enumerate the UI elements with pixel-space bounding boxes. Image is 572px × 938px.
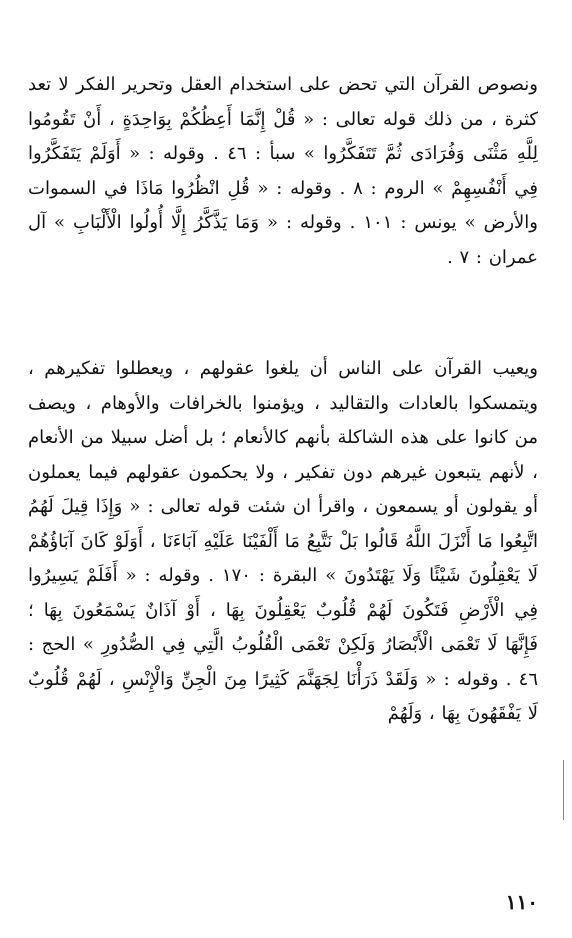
paragraph-2: ويعيب القرآن على الناس أن يلغوا عقولهم ، ويعطلوا تفكيرهم ، ويتمسكوا بالعادات والتقاليد ، ويؤمنوا بالخرافات والأوهام ، ويصف من كانوا على هذه الشاكلة بأنهم كالأنعام ؛ بل أضل سبيلا من الأنعام ، لأنهم يتبعون غيرهم دون تفكير ، ولا يحكمون عقولهم فيما يعملون أو يقولون أو يسمعون ، واقرأ ان شئت قوله تعالى : « وَإِذَا قِيلَ لَهُمُ اتَّبِعُوا مَا أَنْزَلَ اللَّهُ قَالُوا بَلْ نَتَّبِعُ مَا أَلْفَيْنَا عَلَيْهِ آبَاءَنَا ، أَوَلَوْ كَانَ آبَاؤُهُمْ لَا يَعْقِلُونَ شَيْئًا وَلَا يَهْتَدُونَ » البقرة : ١٧٠ . وقوله : « أَفَلَمْ يَسِيرُوا فِي الْأَرْضِ فَتَكُونَ لَهُمْ قُلُوبٌ يَعْقِلُونَ بِهَا ، أَوْ آذَانٌ يَسْمَعُونَ بِهَا ؛ فَإِنَّهَا لَا تَعْمَى الْأَبْصَارُ وَلَكِنْ تَعْمَى الْقُلُوبُ الَّتِي فِي الصُّدُورِ » الحج : ٤٦ . وقوله : « وَلَقَدْ ذَرَأْنَا لِجَهَنَّمَ كَثِيرًا مِنَ الْجِنِّ وَالْإِنْسِ ، لَهُمْ قُلُوبٌ لَا يَفْقَهُونَ بِهَا ، وَلَهُمْ [28, 358, 539, 724]
page-edge-mark [563, 760, 564, 820]
paragraph-1: ونصوص القرآن التي تحض على استخدام العقل وتحرير الفكر لا تعد كثرة ، من ذلك قوله تعالى : « قُلْ إِنَّمَا أَعِظُكُمْ بِوَاحِدَةٍ ، أَنْ تَقُومُوا لِلَّهِ مَثْنَى وَفُرَادَى ثُمَّ تَتَفَكَّرُوا » سبأ : ٤٦ . وقوله : « أَوَلَمْ يَتَفَكَّرُوا فِي أَنْفُسِهِمْ » الروم : ٨ . وقوله : « قُلِ انْظُرُوا مَاذَا في السموات والأرض » يونس : ١٠١ . وقوله : « وَمَا يَذَّكَّرُ إِلَّا أُولُوا الْأَلْبَابِ » آل عمران : ٧ . [28, 74, 539, 268]
page-number: ١١٠ [505, 890, 538, 914]
